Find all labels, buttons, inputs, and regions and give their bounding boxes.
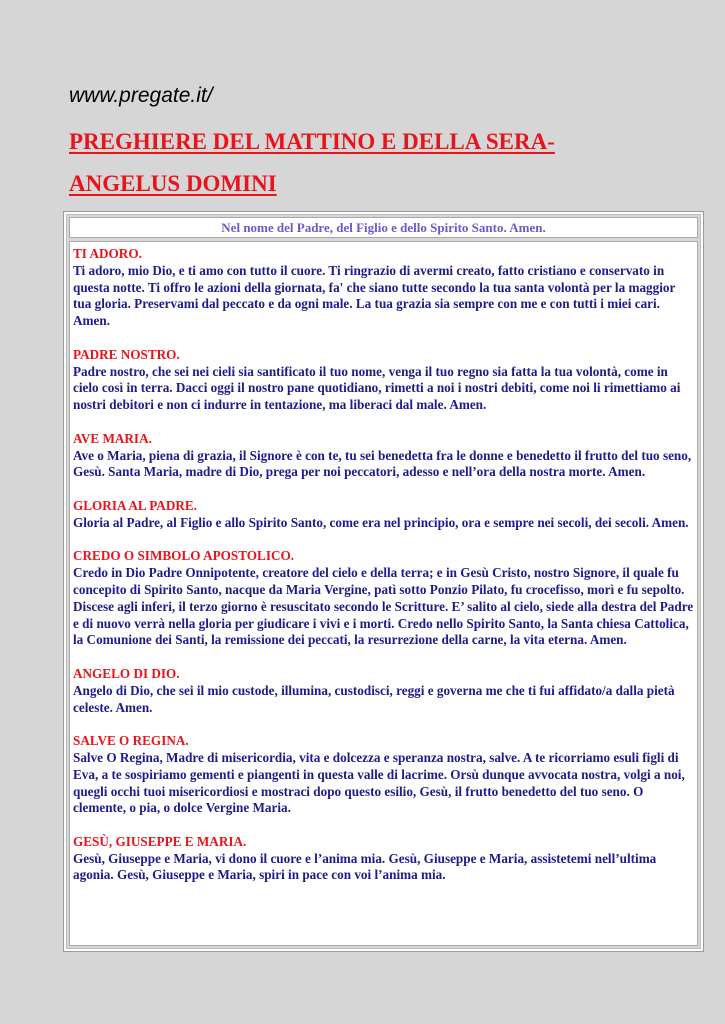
prayer-text: Salve O Regina, Madre di misericordia, vita e dolcezza e speranza nostra, salve. A te ricorriamo esuli figli di Eva, a te sospiriamo gementi e piangenti in questa valle di lacrime. Orsù dunque avvocata nostra, volgi a noi, quegli occhi tuoi misericordiosi e mostraci dopo questo esilio, Gesù, il frutto benedetto del tuo seno. O clemente, o pia, o dolce Vergine Maria.	[73, 749, 685, 816]
prayer-angelo-di-dio	[73, 666, 695, 716]
prayer-text: Ti adoro, mio Dio, e ti amo con tutto il cuore. Ti ringrazio di avermi creato, fatto cristiano e conservato in questa notte. Ti offro le azioni della giornata, fa' che siano tutte secondo la tua santa volontà per la maggior tua gloria. Preservami dal peccato e da ogni male. La tua grazia sia sempre con me e con tutti i miei cari. Amen.	[73, 262, 676, 329]
prayer-text: Gesù, Giuseppe e Maria, vi dono il cuore e l’anima mia. Gesù, Giuseppe e Maria, assistetemi nell’ultima agonia. Gesù, Giuseppe e Maria, spiri in pace con voi l’anima mia.	[73, 850, 657, 883]
prayer-title: TI ADORO.	[73, 246, 142, 261]
prayer-text: Padre nostro, che sei nei cieli sia santificato il tuo nome, venga il tuo regno sia fatta la tua volontà, come in cielo così in terra. Dacci oggi il nostro pane quotidiano, rimetti a noi i nostri debiti, come noi li rimettiamo ai nostri debitori e non ci indurre in tentazione, ma liberaci dal male. Amen.	[73, 363, 681, 413]
prayers-body	[69, 241, 698, 946]
prayer-title: ANGELO DI DIO.	[73, 665, 180, 681]
prayer-title: GLORIA AL PADRE.	[73, 497, 197, 513]
prayers-table	[63, 211, 704, 952]
prayer-title: GESÙ, GIUSEPPE E MARIA.	[73, 833, 247, 849]
prayer-credo	[73, 548, 695, 649]
prayer-ti-adoro	[73, 246, 695, 330]
prayer-text: Angelo di Dio, che sei il mio custode, illumina, custodisci, reggi e governa me che ti fui affidato/a dalla pietà celeste. Amen.	[73, 682, 675, 715]
prayer-text: Ave o Maria, piena di grazia, il Signore è con te, tu sei benedetta fra le donne e benedetto il frutto del tuo seno, Gesù. Santa Maria, madre di Dio, prega per noi peccatori, adesso e nell’ora della nostra morte. Amen.	[73, 447, 692, 480]
prayer-text: Gloria al Padre, al Figlio e allo Spirito Santo, come era nel principio, ora e sempre nei secoli, dei secoli. Amen.	[73, 514, 689, 530]
page-subtitle: ANGELUS DOMINI	[69, 171, 277, 196]
prayer-padre-nostro	[73, 347, 695, 414]
prayer-title: CREDO O SIMBOLO APOSTOLICO.	[73, 548, 295, 564]
prayer-ave-maria	[73, 431, 695, 481]
prayer-gloria-al-padre	[73, 498, 695, 532]
prayer-title: AVE MARIA.	[73, 430, 152, 446]
prayer-salve-regina	[73, 733, 695, 817]
prayer-text: Credo in Dio Padre Onnipotente, creatore del cielo e della terra; e in Gesù Cristo, nostro Signore, il quale fu concepito di Spirito Santo, nacque da Maria Vergine, patì sotto Ponzio Pilato, fu crocefisso, morì e fu sepolto. Discese agli inferi, il terzo giorno è resuscitato secondo le Scritture. E’ salito al cielo, siede alla destra del Padre e di nuovo verrà nella gloria per giudicare i vivi e i morti. Credo nello Spirito Santo, la Santa chiesa Cattolica, la Comunione dei Santi, la remissione dei peccati, la resurrezione della carne, la vita eterna. Amen.	[73, 565, 694, 648]
prayers-table-inner	[66, 214, 701, 949]
prayer-gesu-giuseppe-maria	[73, 834, 695, 884]
invocation-header: Nel nome del Padre, del Figlio e dello Spirito Santo. Amen.	[69, 217, 698, 238]
prayer-title: PADRE NOSTRO.	[73, 346, 180, 362]
page-title: PREGHIERE DEL MATTINO E DELLA SERA-	[69, 129, 555, 154]
prayer-title: SALVE O REGINA.	[73, 733, 189, 749]
site-url[interactable]: www.pregate.it/	[69, 84, 213, 107]
